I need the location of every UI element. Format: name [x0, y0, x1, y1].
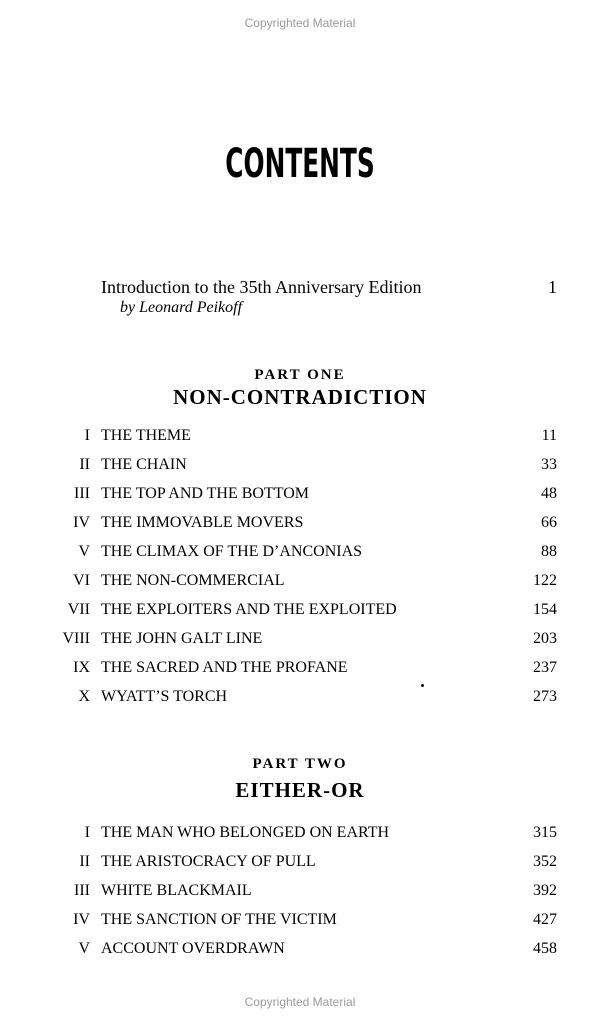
toc-row[interactable] [0, 822, 600, 844]
chapter-page: 273 [533, 688, 557, 705]
chapter-title: THE MAN WHO BELONGED ON EARTH [101, 824, 390, 841]
part-two-label: PART TWO [252, 756, 348, 772]
chapter-number: VIII [62, 630, 90, 647]
toc-row[interactable] [0, 628, 600, 650]
watermark-top: Copyrighted Material [244, 16, 356, 30]
chapter-page: 352 [533, 853, 557, 870]
chapter-page: 154 [533, 601, 557, 618]
chapter-page: 48 [541, 485, 557, 502]
chapter-number: VII [67, 601, 90, 618]
chapter-number: II [79, 456, 90, 473]
part-two-name: EITHER-OR [235, 778, 365, 802]
toc-row[interactable] [0, 512, 600, 534]
chapter-number: III [74, 882, 90, 899]
chapter-number: IV [73, 514, 90, 531]
chapter-number: II [79, 853, 90, 870]
chapter-title: THE EXPLOITERS AND THE EXPLOITED [101, 601, 397, 618]
toc-row[interactable] [0, 938, 600, 960]
intro-title: Introduction to the 35th Anniversary Edition [101, 277, 422, 297]
chapter-title: THE IMMOVABLE MOVERS [101, 514, 304, 531]
chapter-number: I [84, 427, 90, 444]
part-one-label: PART ONE [254, 367, 346, 383]
chapter-number: IV [73, 911, 90, 928]
toc-row[interactable] [0, 909, 600, 931]
intro-author: by Leonard Peikoff [120, 299, 243, 316]
chapter-number: IX [73, 659, 90, 676]
chapter-title: THE SACRED AND THE PROFANE [101, 659, 348, 676]
intro-page-number: 1 [548, 277, 557, 297]
toc-row[interactable] [0, 599, 600, 621]
watermark-bottom: Copyrighted Material [244, 995, 356, 1009]
toc-row[interactable] [0, 657, 600, 679]
chapter-title: THE TOP AND THE BOTTOM [101, 485, 310, 502]
chapter-title: WHITE BLACKMAIL [101, 882, 252, 899]
chapter-number: I [84, 824, 90, 841]
chapter-title: THE ARISTOCRACY OF PULL [101, 853, 316, 870]
chapter-title: WYATT’S TORCH [101, 688, 228, 705]
chapter-number: III [74, 485, 90, 502]
toc-row[interactable] [0, 880, 600, 902]
chapter-page: 122 [533, 572, 557, 589]
chapter-title: ACCOUNT OVERDRAWN [101, 940, 285, 957]
chapter-page: 315 [533, 824, 557, 841]
chapter-number: V [78, 940, 90, 957]
part-one-name: NON-CONTRADICTION [173, 385, 427, 409]
chapter-title: THE CHAIN [101, 456, 187, 473]
chapter-page: 458 [533, 940, 557, 957]
chapter-page: 88 [541, 543, 557, 560]
chapter-title: THE JOHN GALT LINE [101, 630, 263, 647]
chapter-page: 33 [541, 456, 557, 473]
chapter-page: 237 [533, 659, 557, 676]
chapter-title: THE THEME [101, 427, 191, 444]
chapter-title: THE CLIMAX OF THE D’ANCONIAS [101, 543, 363, 560]
scan-speck [421, 684, 424, 687]
chapter-page: 427 [533, 911, 557, 928]
toc-row[interactable] [0, 483, 600, 505]
toc-row[interactable] [0, 570, 600, 592]
chapter-number: V [78, 543, 90, 560]
page-title: CONTENTS [225, 141, 375, 187]
chapter-page: 203 [533, 630, 557, 647]
toc-row[interactable] [0, 425, 600, 447]
chapter-page: 392 [533, 882, 557, 899]
chapter-number: VI [73, 572, 90, 589]
chapter-title: THE NON-COMMERCIAL [101, 572, 285, 589]
chapter-number: X [78, 688, 90, 705]
toc-row[interactable] [0, 851, 600, 873]
toc-row[interactable] [0, 541, 600, 563]
toc-row[interactable] [0, 454, 600, 476]
chapter-page: 66 [541, 514, 557, 531]
chapter-page: 11 [541, 427, 557, 444]
chapter-title: THE SANCTION OF THE VICTIM [101, 911, 337, 928]
toc-row[interactable] [0, 686, 600, 708]
